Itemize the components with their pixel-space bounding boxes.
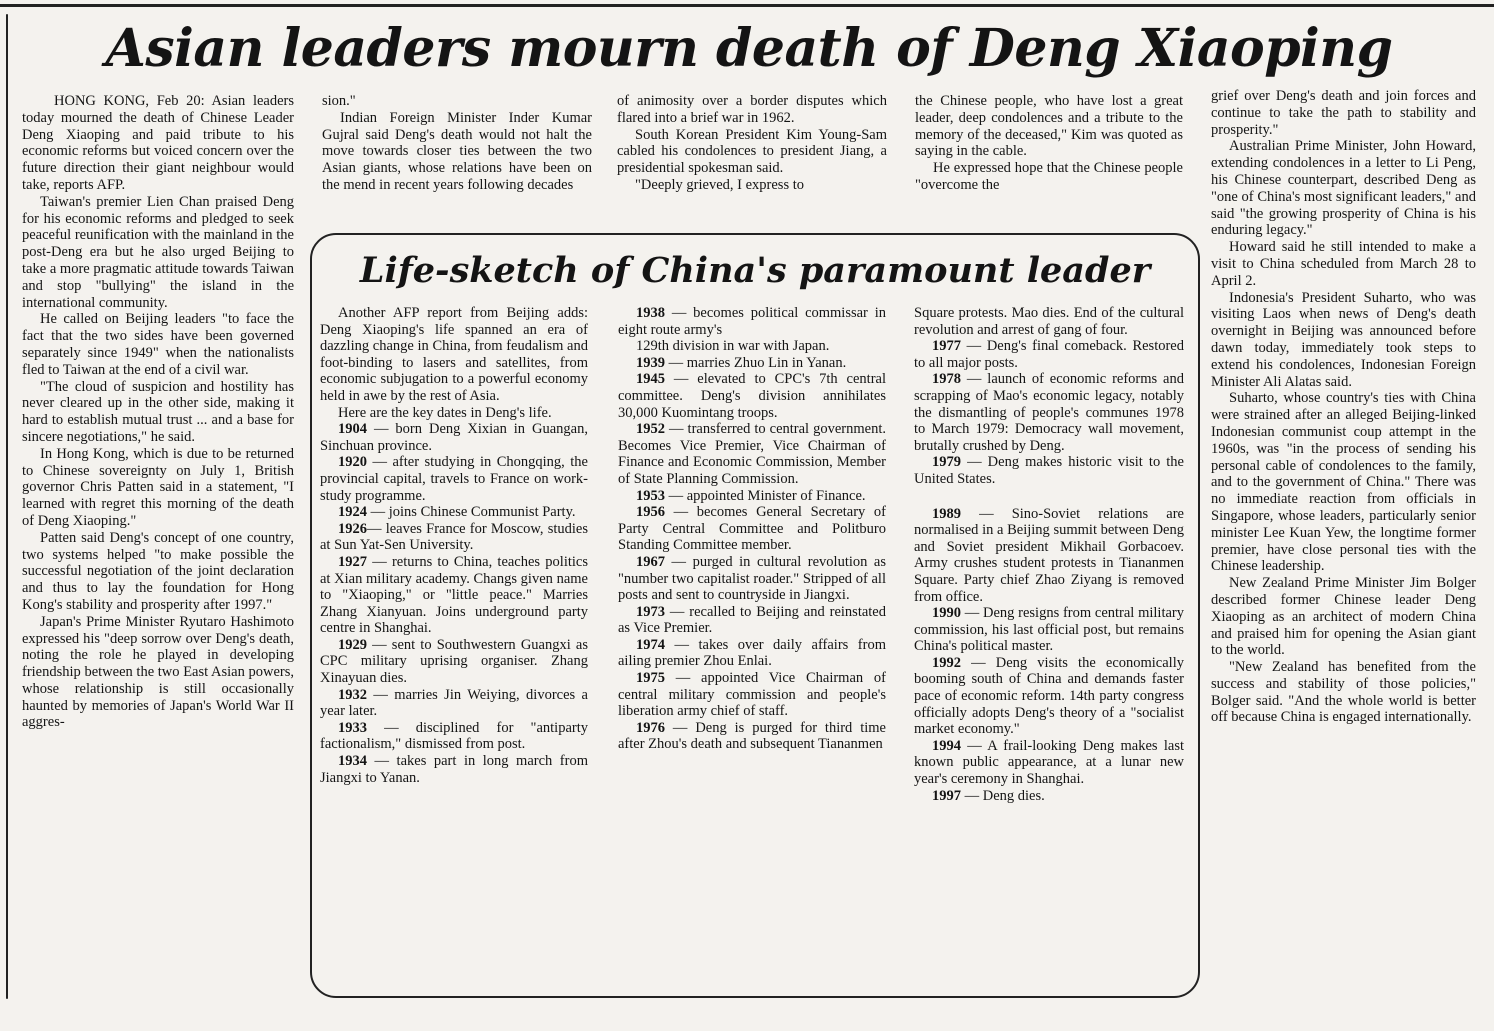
timeline-entry <box>914 605 1184 655</box>
article-paragraph: "New Zealand has benefited from the success and stability of those policies," Bolger said. "And the whole world is better off because China is engaged internationally. <box>1211 659 1476 726</box>
article-paragraph: Howard said he still intended to make a visit to China scheduled from March 28 to April 2. <box>1211 239 1476 289</box>
timeline-text: — returns to China, teaches politics at Xian military academy. Changs given name to "Xiaoping," or "little peace." Marries Zhang Xianyuan. Joins underground party centre in Shanghai. <box>320 553 588 637</box>
timeline-year: 1994 <box>932 737 961 754</box>
timeline-year: 1989 <box>932 505 961 522</box>
timeline-year: 1945 <box>636 371 665 388</box>
timeline-entry <box>618 338 886 355</box>
timeline-text: — joins Chinese Communist Party. <box>367 504 576 521</box>
article-paragraph: He called on Beijing leaders "to face the fact that the two sides have been governed separately since 1949" when the nationalists fled to Taiwan at the end of a civil war. <box>22 311 294 378</box>
article-paragraph: of animosity over a border disputes which flared into a brief war in 1962. <box>617 93 887 126</box>
timeline-year: 1929 <box>338 636 367 653</box>
timeline-entry <box>914 655 1184 738</box>
timeline-entry <box>618 504 886 554</box>
article-paragraph: "Deeply grieved, I express to <box>635 176 804 193</box>
timeline-entry <box>320 421 588 454</box>
timeline-text: — Deng dies. <box>961 787 1045 804</box>
timeline-entry <box>320 637 588 687</box>
timeline-entry <box>618 421 886 487</box>
timeline-entry <box>320 753 588 786</box>
timeline-text: — purged in cultural revolution as "number two capitalist roader." Stripped of all posts and sent to countryside in Jiangxi. <box>618 553 886 604</box>
timeline-entry <box>618 720 886 753</box>
timeline-year: 1939 <box>636 354 665 371</box>
timeline-entry <box>618 355 886 372</box>
timeline-entry <box>320 405 588 422</box>
timeline-year: 1927 <box>338 553 367 570</box>
timeline-year: 1997 <box>932 787 961 804</box>
timeline-text: Here are the key dates in Deng's life. <box>338 404 552 421</box>
article-column-5 <box>1211 88 1476 998</box>
article-column-3 <box>617 93 887 227</box>
headline: Asian leaders mourn death of Deng Xiaoping <box>105 18 1393 79</box>
timeline-year: 1974 <box>636 636 665 653</box>
timeline-year: 1934 <box>338 753 367 770</box>
timeline-entry <box>914 338 1184 371</box>
timeline-text: — appointed Minister of Finance. <box>665 487 866 504</box>
timeline-text: — takes over daily affairs from ailing premier Zhou Enlai. <box>618 636 886 670</box>
timeline-text: — disciplined for "antiparty factionalism," dismissed from post. <box>320 719 588 753</box>
timeline-text: — Deng is purged for third time after Zhou's death and subsequent Tiananmen <box>618 719 886 753</box>
timeline-entry <box>618 371 886 421</box>
life-sketch-column-2 <box>618 305 886 985</box>
timeline-entry <box>618 637 886 670</box>
article-paragraph: He expressed hope that the Chinese people "overcome the <box>915 160 1183 193</box>
timeline-text: — Deng's final comeback. Restored to all major posts. <box>914 338 1184 371</box>
timeline-text: — transferred to central government. Becomes Vice Premier, Vice Chairman of Finance and Economic Commission, Member of State Planning Commission. <box>618 421 886 487</box>
timeline-year: 1956 <box>636 504 665 521</box>
timeline-entry <box>320 305 588 405</box>
timeline-entry <box>914 788 1184 805</box>
timeline-year: 1975 <box>636 670 665 687</box>
timeline-text: — after studying in Chongqing, the provincial capital, travels to France on work-study programme. <box>320 454 588 504</box>
timeline-year: 1904 <box>338 421 367 438</box>
timeline-year: 1926 <box>338 520 367 537</box>
timeline-text: — takes part in long march from Jiangxi to Yanan. <box>320 753 588 786</box>
timeline-year: 1933 <box>338 719 367 736</box>
timeline-text: — marries Jin Weiying, divorces a year later. <box>320 686 588 720</box>
life-sketch-column-1 <box>320 305 588 985</box>
timeline-text: — sent to Southwestern Guangxi as CPC military uprising organiser. Zhang Xinayuan dies. <box>320 636 588 687</box>
timeline-entry <box>914 454 1184 487</box>
timeline-text: Square protests. Mao dies. End of the cultural revolution and arrest of gang of four. <box>914 305 1184 338</box>
article-paragraph: Australian Prime Minister, John Howard, extending condolences in a letter to Li Peng, his Chinese counterpart, described Deng as "one of China's most significant leaders," and said "the growing prosperity of China is his enduring legacy." <box>1211 138 1476 239</box>
timeline-year: 1979 <box>932 454 961 471</box>
timeline-entry <box>320 521 588 554</box>
timeline-year: 1952 <box>636 421 665 438</box>
timeline-year: 1967 <box>636 553 665 570</box>
article-column-1 <box>22 93 294 1005</box>
timeline-text: — A frail-looking Deng makes last known public appearance, at a lunar new year's ceremony in Shanghai. <box>914 737 1184 788</box>
article-paragraph: grief over Deng's death and join forces and continue to take the path to stability and prosperity." <box>1211 88 1476 138</box>
left-rule <box>6 14 8 999</box>
article-paragraph: Suharto, whose country's ties with China were strained after an alleged Beijing-linked Indonesian communist coup attempt in the 1960s, was "in the process of sending his personal cable of condolences to the family, and to the government of China." There was no immediate reaction from officials in Singapore, whose leaders, particularly senior minister Lee Kuan Yew, the longtime former premier, have close personal ties with the Chinese leadership. <box>1211 390 1476 575</box>
article-paragraph: Patten said Deng's concept of one country, two systems helped "to make possible the successful negotiation of the joint declaration and thus to lay the foundation for Hong Kong's stability and prosperity after 1997." <box>22 529 294 613</box>
timeline-year: 1938 <box>636 305 665 321</box>
article-paragraph: sion." <box>322 93 356 109</box>
timeline-text: — Deng visits the economically booming south of China and demands faster pace of economic reform. 14th party congress officially adopts Deng's theory of a "socialist market economy." <box>914 654 1184 738</box>
timeline-year: 1992 <box>932 654 961 671</box>
article-column-4 <box>915 93 1183 227</box>
timeline-text: — appointed Vice Chairman of central military commission and people's liberation army chief of staff. <box>618 670 886 720</box>
timeline-entry <box>914 305 1184 338</box>
article-column-2 <box>322 93 592 227</box>
timeline-text: — elevated to CPC's 7th central committee. Deng's division annihilates 30,000 Kuomintang troops. <box>618 371 886 421</box>
timeline-text: — recalled to Beijing and reinstated as Vice Premier. <box>618 603 886 637</box>
timeline-text: — launch of economic reforms and scrapping of Mao's economic legacy, notably the dismantling of people's communes 1978 to March 1979: Democracy wall movement, brutally crushed by Deng. <box>914 371 1184 454</box>
timeline-year: 1924 <box>338 504 367 521</box>
timeline-entry <box>320 554 588 637</box>
timeline-entry <box>914 506 1184 606</box>
timeline-entry <box>320 687 588 720</box>
timeline-entry <box>618 604 886 637</box>
article-paragraph: Japan's Prime Minister Ryutaro Hashimoto expressed his "deep sorrow over Deng's death, noting the role he played in developing friendship between the two East Asian powers, whose relationship is still occasionally haunted by memories of Japan's World War II aggres- <box>22 613 294 731</box>
article-paragraph: the Chinese people, who have lost a great leader, deep condolences and a tribute to the memory of the deceased," Kim was quoted as saying in the cable. <box>915 93 1183 160</box>
timeline-text: — born Deng Xixian in Guangan, Sinchuan province. <box>320 421 588 454</box>
timeline-entry <box>914 738 1184 788</box>
timeline-entry <box>320 504 588 521</box>
article-paragraph: New Zealand Prime Minister Jim Bolger described former Chinese leader Deng Xiaoping as an architect of modern China and praised him for opening the Asian giant to the world. <box>1211 575 1476 659</box>
timeline-entry <box>320 454 588 504</box>
article-paragraph: In Hong Kong, which is due to be returned to Chinese sovereignty on July 1, British governor Chris Patten said in a statement, "I learned with regret this morning of the death of Deng Xiaoping." <box>22 445 294 529</box>
timeline-entry <box>618 305 886 338</box>
timeline-year: 1920 <box>338 454 367 471</box>
article-paragraph: HONG KONG, Feb 20: Asian leaders today mourned the death of Chinese Leader Deng Xiaoping and paid tribute to his economic reforms but voiced concern over the future direction their giant neighbour would take, reports AFP. <box>22 93 294 193</box>
timeline-text: Another AFP report from Beijing adds: Deng Xiaoping's life spanned an era of dazzling change in China, from feudalism and foot-binding to lasers and satellites, from economic subjugation to a powerful economy held in awe by the rest of Asia. <box>320 305 588 404</box>
timeline-year: 1973 <box>636 603 665 620</box>
timeline-year: 1978 <box>932 371 961 388</box>
timeline-text: — marries Zhuo Lin in Yanan. <box>665 354 847 371</box>
life-sketch-title: Life-sketch of China's paramount leader <box>359 250 1151 291</box>
timeline-year: 1976 <box>636 719 665 736</box>
timeline-entry <box>914 371 1184 454</box>
timeline-year: 1932 <box>338 686 367 703</box>
timeline-text: 129th division in war with Japan. <box>636 338 830 355</box>
article-paragraph: Indian Foreign Minister Inder Kumar Gujral said Deng's death would not halt the move towards closer ties between the two Asian giants, whose relations have been on the mend in recent years following decades <box>322 109 592 193</box>
article-paragraph: Indonesia's President Suharto, who was visiting Laos when news of Deng's death overnight in Beijing was announced before dawn today, immediately took steps to extend his condolences, Indonesian Foreign Minister Ali Alatas said. <box>1211 289 1476 390</box>
timeline-entry <box>618 488 886 505</box>
timeline-entry <box>320 720 588 753</box>
timeline-text: — Sino-Soviet relations are normalised in a Beijing summit between Deng and Soviet president Mikhail Gorbacoev. Army crushes student protests in Tiananmen Square. Party chief Zhao Ziyang is removed from office. <box>914 505 1184 605</box>
timeline-text: — Deng resigns from central military commission, his last official post, but remains China's political master. <box>914 605 1184 655</box>
article-paragraph: "The cloud of suspicion and hostility has never cleared up in the other side, making it hard to establish mutual trust ... and a base for sincere negotiations," he said. <box>22 378 294 445</box>
timeline-entry <box>618 554 886 604</box>
life-sketch-column-3 <box>914 305 1184 985</box>
timeline-text: — becomes General Secretary of Party Central Committee and Politburo Standing Committee member. <box>618 504 886 554</box>
life-sketch-box <box>310 233 1200 998</box>
article-paragraph: South Korean President Kim Young-Sam cabled his condolences to president Jiang, a presidential spokesman said. <box>617 126 887 177</box>
timeline-text: — Deng makes historic visit to the United States. <box>914 454 1184 487</box>
timeline-text: — leaves France for Moscow, studies at Sun Yat-Sen University. <box>320 520 588 554</box>
timeline-year: 1953 <box>636 487 665 504</box>
timeline-entry <box>618 670 886 720</box>
article-paragraph: Taiwan's premier Lien Chan praised Deng for his economic reforms and pledged to seek peaceful reunification with the mainland in the post-Deng era but he also urged Beijing to take a more pragmatic attitude towards Taiwan and stop "bullying" the island in the international community. <box>22 193 294 311</box>
timeline-year: 1977 <box>932 338 961 355</box>
timeline-text: — becomes political commissar in eight route army's <box>618 305 886 338</box>
timeline-year: 1990 <box>932 605 961 622</box>
